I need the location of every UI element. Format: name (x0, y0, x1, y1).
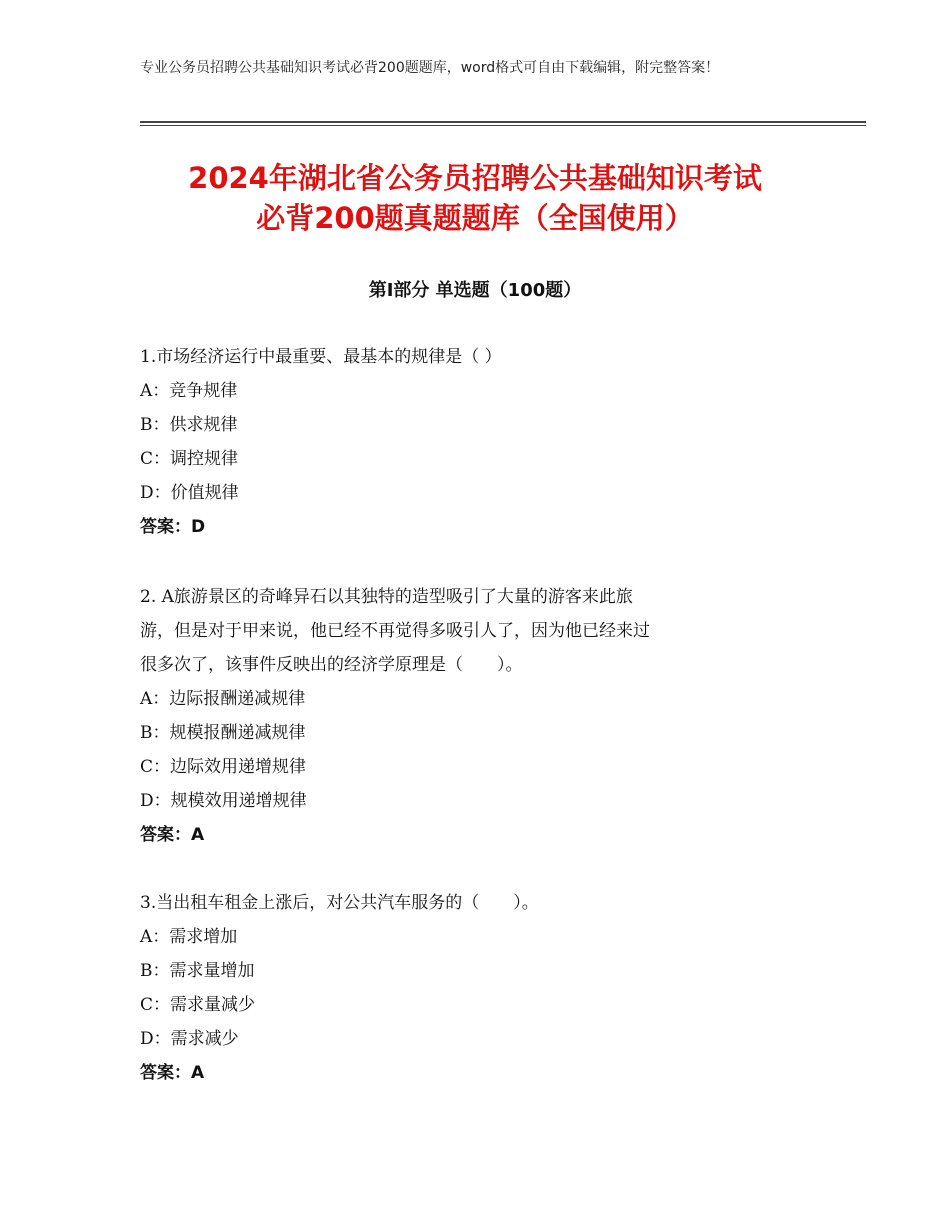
option-d: D：规模效用递增规律 (140, 791, 307, 811)
question-stem: 1.市场经济运行中最重要、最基本的规律是（ ） (140, 347, 502, 367)
question-stem-line-3: 很多次了，该事件反映出的经济学原理是（ ）。 (140, 655, 523, 675)
option-b: B：需求量增加 (140, 961, 255, 981)
title-line-2: 必背200题真题题库（全国使用） (256, 201, 694, 235)
header-note: 专业公务员招聘公共基础知识考试必背200题题库，word格式可自由下载编辑，附完整答案！ (140, 60, 720, 76)
option-a: A：边际报酬递减规律 (140, 689, 306, 709)
question-stem-line-1: 2. A旅游景区的奇峰异石以其独特的造型吸引了大量的游客来此旅 (140, 587, 633, 607)
question-stem-line-2: 游，但是对于甲来说，他已经不再觉得多吸引人了，因为他已经来过 (140, 621, 650, 641)
question-3 (140, 886, 810, 1090)
option-b: B：供求规律 (140, 415, 238, 435)
title-line-1: 2024年湖北省公务员招聘公共基础知识考试 (188, 161, 762, 195)
option-d: D：价值规律 (140, 483, 239, 503)
question-1 (140, 340, 810, 544)
answer: 答案：A (140, 1063, 205, 1083)
section-heading: 第Ⅰ部分 单选题（100题） (368, 280, 582, 301)
question-2 (140, 580, 810, 852)
option-c: C：需求量减少 (140, 995, 256, 1015)
option-d: D：需求减少 (140, 1029, 239, 1049)
option-c: C：边际效用递增规律 (140, 757, 307, 777)
header-rule-thick (140, 121, 866, 123)
option-a: A：需求增加 (140, 927, 238, 947)
document-title (100, 158, 850, 238)
option-c: C：调控规律 (140, 449, 239, 469)
header-rule-thin (140, 125, 866, 126)
option-b: B：规模报酬递减规律 (140, 723, 306, 743)
answer: 答案：A (140, 825, 205, 845)
answer: 答案：D (140, 517, 206, 537)
question-stem: 3.当出租车租金上涨后，对公共汽车服务的（ ）。 (140, 893, 539, 913)
option-a: A：竞争规律 (140, 381, 238, 401)
